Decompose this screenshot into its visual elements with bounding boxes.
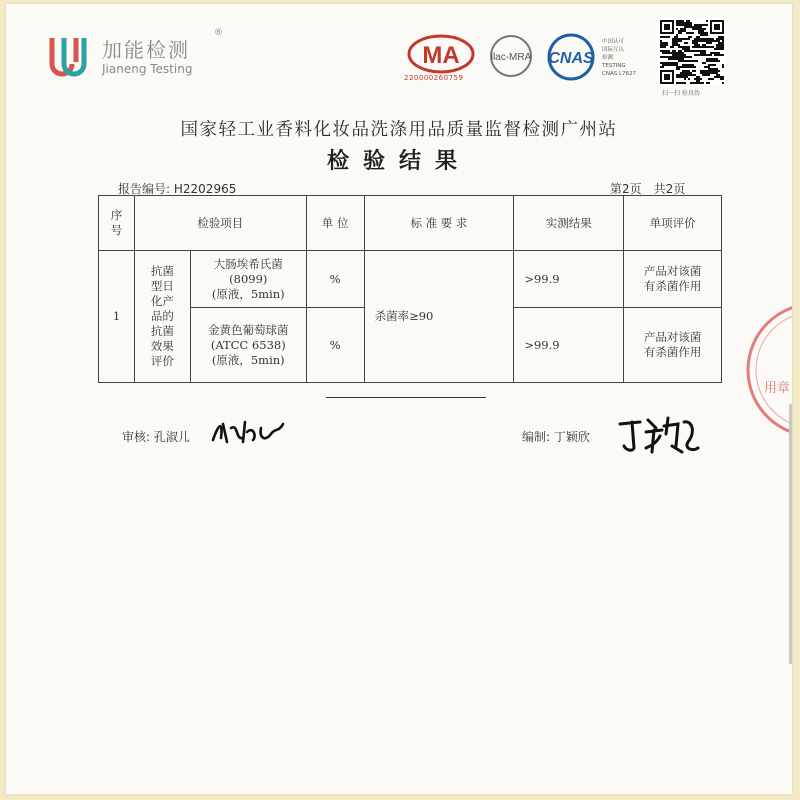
subitem-name-line: (ATCC 6538): [210, 337, 286, 352]
subitem-eval: [624, 308, 722, 383]
vertical-scrollbar[interactable]: [789, 404, 792, 664]
compile-signature: [522, 428, 590, 445]
ilac-label: ilac-MRA: [490, 52, 532, 63]
category-line: 品的: [150, 309, 174, 323]
header-seq-line: 序: [110, 208, 123, 222]
cnas-desc-line: TESTING: [602, 63, 626, 69]
cnas-desc-line: 检测: [602, 55, 614, 61]
category-line: 型日: [150, 279, 174, 293]
qr-code-icon[interactable]: [658, 18, 726, 86]
official-seal-icon: [734, 300, 792, 440]
page-info: 第2页 共2页: [610, 182, 686, 196]
cnas-desc-line: CNAS L7627: [602, 71, 637, 77]
subitem-unit: %: [306, 308, 364, 383]
subitem-result: >99.9: [514, 308, 624, 383]
organization-title: 国家轻工业香料化妆品洗涤用品质量监督检测广州站: [180, 120, 618, 140]
row-category: [134, 251, 190, 383]
compiler-handwritten-signature-icon: [616, 412, 702, 456]
report-number-label: 报告编号:: [118, 182, 171, 196]
ma-number: 220000260759: [404, 74, 464, 82]
cnas-description: [602, 38, 648, 78]
subitem-name: [190, 308, 306, 383]
category-line: 效果: [150, 339, 174, 353]
header-item: 检验项目: [134, 196, 306, 251]
brand-logo-icon: [46, 26, 94, 82]
registered-mark: ®: [214, 28, 223, 38]
subitem-name: [190, 251, 306, 308]
qr-caption: 扫一扫 验真伪: [662, 90, 700, 97]
ma-label: MA: [422, 42, 460, 69]
end-divider: [326, 397, 486, 398]
subitem-name-line: (原液，5min): [211, 352, 285, 367]
report-sheet: [6, 4, 792, 794]
subitem-name-line: 大肠埃希氏菌: [213, 256, 283, 271]
category-line: 抗菌: [150, 324, 174, 338]
row-standard: 杀菌率≥90: [364, 251, 514, 383]
subitem-name-line: 金黄色葡萄球菌: [208, 322, 289, 337]
header-standard: 标 准 要 求: [364, 196, 514, 251]
cnas-desc-line: 中国认可: [602, 39, 625, 45]
subitem-result: >99.9: [514, 251, 624, 308]
row-seq: 1: [99, 251, 135, 383]
subitem-name-line: (原液，5min): [211, 286, 285, 301]
brand-name-en: Jianeng Testing: [102, 62, 193, 76]
brand-name-cn: 加能检测: [102, 38, 190, 62]
reviewer-handwritten-signature-icon: [209, 414, 289, 450]
subitem-eval-line: 有杀菌作用: [643, 279, 702, 293]
cnas-desc-line: 国际互认: [602, 47, 625, 53]
category-line: 评价: [150, 354, 174, 368]
header-unit: 单 位: [306, 196, 364, 251]
subitem-eval-line: 产品对该菌: [643, 264, 702, 278]
subitem-eval-line: 产品对该菌: [643, 330, 702, 344]
review-signature: [122, 428, 190, 445]
results-table: [98, 195, 722, 383]
cnas-label: CNAS: [548, 50, 594, 67]
category-line: 抗菌: [150, 264, 174, 278]
brand-logo: [46, 26, 223, 86]
subitem-unit: %: [306, 251, 364, 308]
table-row: [99, 251, 722, 308]
category-line: 化产: [150, 294, 174, 308]
page-title: 检验结果: [326, 148, 471, 174]
reviewer-name: 孔淑儿: [153, 430, 190, 444]
compiler-name: 丁颖欣: [553, 430, 590, 444]
header-seq-line: 号: [110, 223, 123, 237]
subitem-eval: [624, 251, 722, 308]
header-result: 实测结果: [514, 196, 624, 251]
table-header-row: [99, 196, 722, 251]
seal-text: 用章: [764, 381, 791, 396]
compile-label: 编制:: [522, 430, 551, 444]
subitem-eval-line: 有杀菌作用: [643, 345, 702, 359]
ilac-mra-icon: [484, 34, 538, 82]
header-eval: 单项评价: [624, 196, 722, 251]
subitem-name-line: (8099): [229, 271, 268, 286]
header-seq: [99, 196, 135, 251]
cnas-mark-icon: [538, 32, 604, 82]
review-label: 审核:: [122, 430, 151, 444]
report-number-value: H2202965: [173, 182, 237, 196]
